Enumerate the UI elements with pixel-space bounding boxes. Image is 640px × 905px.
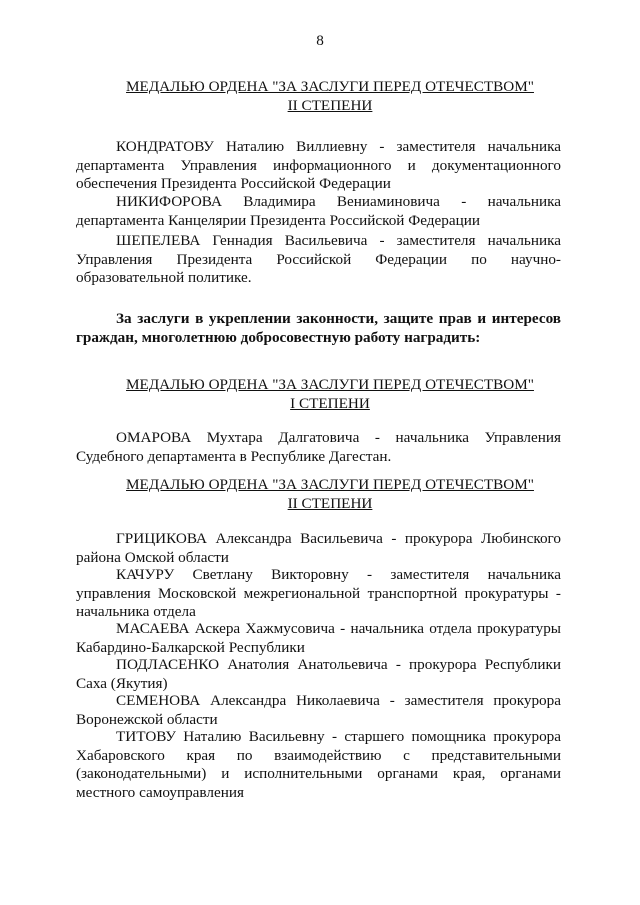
section2-heading <box>60 376 600 413</box>
award-entry: ГРИЦИКОВА Александра Васильевича - прокурора Любинского района Омской области <box>76 530 561 566</box>
section1-heading-line1: МЕДАЛЬЮ ОРДЕНА "ЗА ЗАСЛУГИ ПЕРЕД ОТЕЧЕСТВОМ" <box>126 78 534 95</box>
award-entry: НИКИФОРОВА Владимира Вениаминовича - начальника департамента Канцелярии Президента Российской Федерации <box>76 193 561 229</box>
decree-text: За заслуги в укреплении законности, защите прав и интересов граждан, многолетнюю добросовестную работу наградить: <box>76 310 561 346</box>
award-entry: МАСАЕВА Аскера Хажмусовича - начальника отдела прокуратуры Кабардино-Балкарской Республики <box>76 620 561 656</box>
award-entry: ОМАРОВА Мухтара Далгатовича - начальника Управления Судебного департамента в Республике Дагестан. <box>76 429 561 465</box>
section2-heading-line2: I СТЕПЕНИ <box>290 394 370 412</box>
section1-heading <box>60 78 600 115</box>
award-entry: КАЧУРУ Светлану Викторовну - заместителя начальника управления Московской межрегиональной транспортной прокуратуры - начальника отдела <box>76 566 561 621</box>
award-entry: ШЕПЕЛЕВА Геннадия Васильевича - заместителя начальника Управления Президента Российской Федерации по научно-образовательной политике. <box>76 232 561 287</box>
section3-heading-line1: МЕДАЛЬЮ ОРДЕНА "ЗА ЗАСЛУГИ ПЕРЕД ОТЕЧЕСТВОМ" <box>126 476 534 493</box>
section2-heading-line1: МЕДАЛЬЮ ОРДЕНА "ЗА ЗАСЛУГИ ПЕРЕД ОТЕЧЕСТВОМ" <box>126 376 534 393</box>
section3-heading-line2: II СТЕПЕНИ <box>287 494 373 512</box>
section1-heading-line2: II СТЕПЕНИ <box>287 96 373 114</box>
award-entry: ТИТОВУ Наталию Васильевну - старшего помощника прокурора Хабаровского края по взаимодействию с представительными (законодательными) и исполнительными органами края, органами местного самоуправления <box>76 728 561 801</box>
section3-heading <box>60 476 600 513</box>
award-entry: СЕМЕНОВА Александра Николаевича - заместителя прокурора Воронежской области <box>76 692 561 728</box>
award-entry: ПОДЛАСЕНКО Анатолия Анатольевича - прокурора Республики Саха (Якутия) <box>76 656 561 692</box>
page-number: 8 <box>316 32 324 49</box>
award-entry: КОНДРАТОВУ Наталию Виллиевну - заместителя начальника департамента Управления информационного и документационного обеспечения Президента Российской Федерации <box>76 138 561 193</box>
